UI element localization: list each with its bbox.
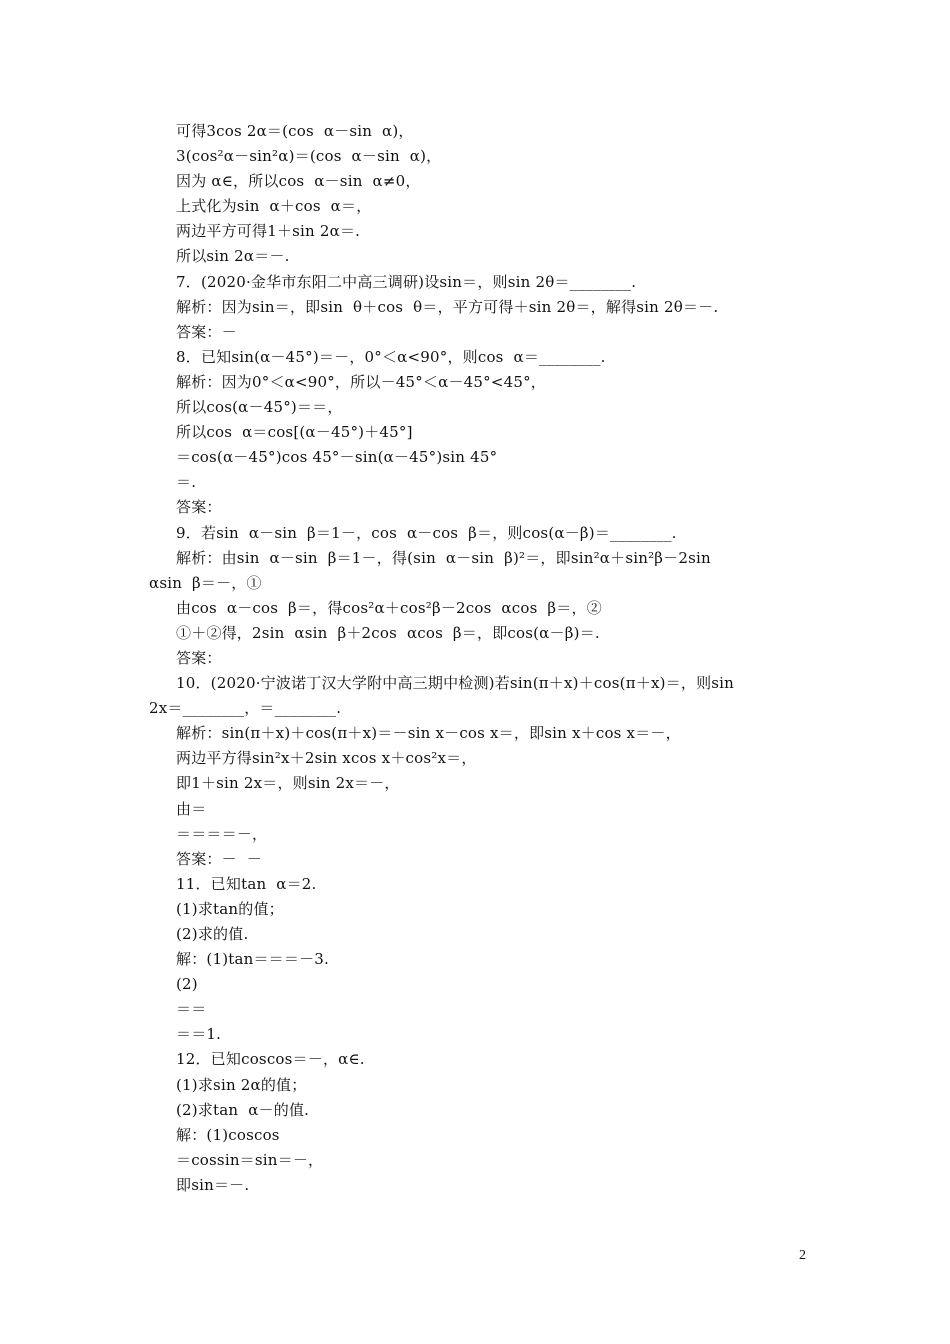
- text-line: ＝＝＝＝－，: [176, 824, 268, 843]
- text-line: 由cos α－cos β＝，得cos²α＋cos²β－2cos αcos β＝，②: [176, 598, 602, 617]
- text-line: ①＋②得，2sin αsin β＋2cos αcos β＝，即cos(α－β)＝.: [176, 623, 600, 642]
- question-12: 12．已知coscos＝－，α∈.: [176, 1050, 365, 1069]
- question-9: 9．若sin α－sin β＝1－，cos α－cos β＝，则cos(α－β)＝________.: [176, 523, 677, 542]
- text-line: 2x＝________，＝________.: [149, 699, 342, 718]
- text-line: 解：(1)tan＝＝＝－3.: [176, 950, 329, 969]
- text-line: (2)求tan α－的值.: [176, 1100, 310, 1119]
- text-line: 可得3cos 2α＝(cos α－sin α)，: [176, 122, 414, 140]
- text-line: 两边平方可得1＋sin 2α＝.: [176, 222, 361, 241]
- text-line: 所以cos α＝cos[(α－45°)＋45°]: [176, 423, 413, 442]
- text-line: 解析：sin(π＋x)＋cos(π＋x)＝－sin x－cos x＝，即sin x＋cos x＝－，: [176, 724, 681, 743]
- question-11: 11．已知tan α＝2.: [176, 874, 317, 893]
- text-line: 即sin＝－.: [176, 1175, 250, 1194]
- text-line: 解析：由sin α－sin β＝1－，得(sin α－sin β)²＝，即sin²α＋sin²β－2sin: [176, 548, 711, 567]
- page-number: 2: [799, 1248, 806, 1263]
- answer-line: 答案：: [176, 648, 222, 667]
- text-line: ＝＝: [176, 1000, 207, 1019]
- question-8: 8．已知sin(α－45°)＝－，0°＜α<90°，则cos α＝________.: [176, 347, 606, 366]
- text-line: αsin β＝－，①: [149, 573, 262, 592]
- solution-text: [149, 119, 816, 1198]
- text-line: 解析：因为0°＜α<90°，所以－45°＜α－45°<45°，: [176, 372, 546, 391]
- text-line: ＝cossin＝sin＝－，: [176, 1150, 324, 1169]
- text-line: (1)求sin 2α的值；: [176, 1075, 307, 1094]
- text-line: 因为 α∈，所以cos α－sin α≠0，: [176, 172, 421, 191]
- answer-line: 答案：－: [176, 322, 237, 341]
- text-line: 上式化为sin α＋cos α＝，: [176, 197, 372, 216]
- question-7: 7．(2020·金华市东阳二中高三调研)设sin＝，则sin 2θ＝________.: [176, 272, 637, 291]
- text-line: (2): [176, 975, 198, 994]
- text-line: 两边平方得sin²x＋2sin xcos x＋cos²x＝，: [176, 749, 477, 768]
- answer-line: 答案：－ －: [176, 849, 262, 868]
- text-line: ＝cos(α－45°)cos 45°－sin(α－45°)sin 45°: [176, 448, 498, 467]
- text-line: 3(cos²α－sin²α)＝(cos α－sin α)，: [176, 147, 442, 166]
- text-line: 解析：因为sin＝，即sin θ＋cos θ＝，平方可得＋sin 2θ＝，解得sin 2θ＝－.: [176, 297, 719, 316]
- answer-line: 答案：: [176, 498, 222, 517]
- text-line: 由＝: [176, 799, 207, 818]
- text-line: 即1＋sin 2x＝，则sin 2x＝－，: [176, 774, 400, 793]
- text-line: (2)求的值.: [176, 925, 249, 943]
- text-line: 所以cos(α－45°)＝＝，: [176, 398, 343, 417]
- text-line: ＝.: [176, 473, 197, 492]
- text-line: 解：(1)coscos: [176, 1125, 280, 1144]
- question-10: 10．(2020·宁波诺丁汉大学附中高三期中检测)若sin(π＋x)＋cos(π＋x)＝，则sin: [176, 674, 735, 693]
- text-line: ＝＝1.: [176, 1025, 222, 1044]
- text-line: 所以sin 2α＝－.: [176, 247, 290, 266]
- text-line: (1)求tan的值；: [176, 899, 284, 918]
